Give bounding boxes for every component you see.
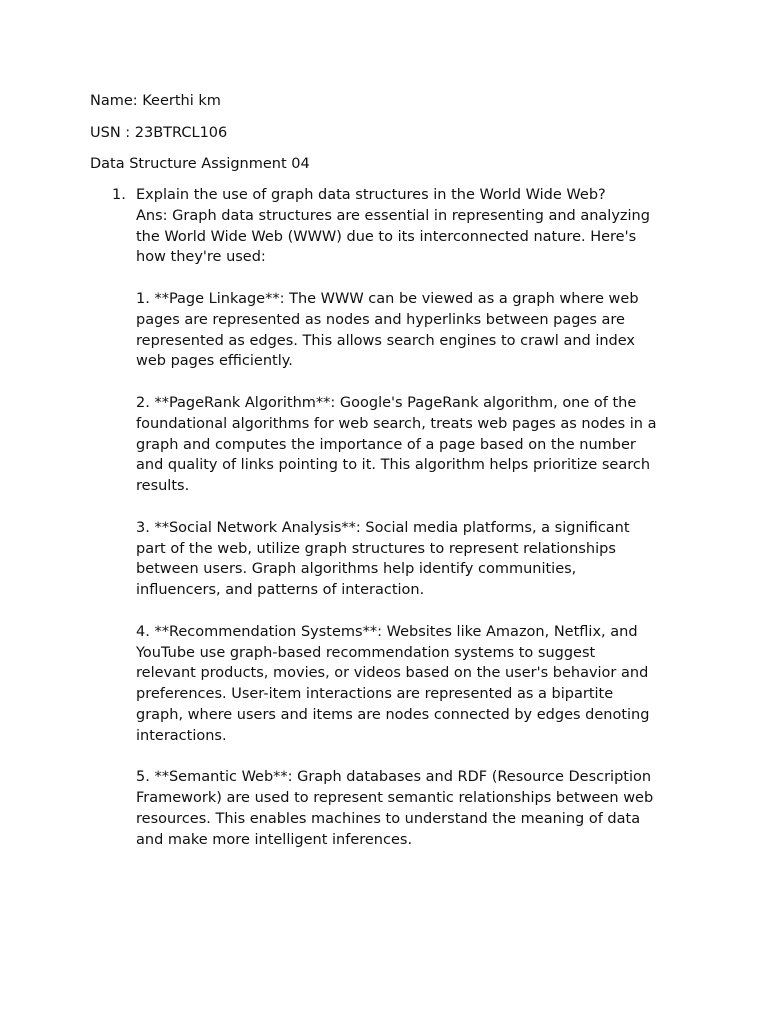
point-social-network: [136, 518, 684, 601]
answer-intro-line: Ans: Graph data structures are essential in representing and analyzing: [136, 207, 650, 224]
point-semantic-web: [136, 767, 684, 850]
point-line: 3. **Social Network Analysis**: Social media platforms, a significant: [136, 519, 630, 536]
point-line: web pages efficiently.: [136, 353, 293, 370]
student-name: Name: Keerthi km: [90, 93, 221, 109]
point-line: part of the web, utilize graph structures to represent relationships: [136, 540, 616, 557]
answer-intro: [136, 206, 684, 268]
point-line: Framework) are used to represent semantic relationships between web: [136, 790, 654, 807]
point-page-linkage: [136, 289, 684, 372]
point-line: foundational algorithms for web search, treats web pages as nodes in a: [136, 415, 657, 432]
point-line: resources. This enables machines to understand the meaning of data: [136, 810, 641, 827]
point-line: represented as edges. This allows search engines to crawl and index: [136, 332, 635, 349]
point-line: and make more intelligent inferences.: [136, 831, 413, 848]
point-line: between users. Graph algorithms help identify communities,: [136, 561, 577, 578]
point-line: YouTube use graph-based recommendation systems to suggest: [136, 644, 596, 661]
answer-intro-line: how they're used:: [136, 249, 266, 266]
point-line: 1. **Page Linkage**: The WWW can be viewed as a graph where web: [136, 290, 639, 307]
point-line: graph and computes the importance of a page based on the number: [136, 436, 636, 453]
point-line: preferences. User-item interactions are represented as a bipartite: [136, 686, 614, 703]
student-usn: USN : 23BTRCL106: [90, 125, 228, 141]
point-line: graph, where users and items are nodes connected by edges denoting: [136, 706, 650, 723]
point-line: interactions.: [136, 727, 227, 744]
point-line: 4. **Recommendation Systems**: Websites like Amazon, Netflix, and: [136, 623, 638, 640]
question-text: Explain the use of graph data structures in the World Wide Web?: [136, 187, 606, 203]
point-line: 5. **Semantic Web**: Graph databases and RDF (Resource Description: [136, 769, 652, 786]
point-line: and quality of links pointing to it. This algorithm helps prioritize search: [136, 457, 651, 474]
answer-intro-line: the World Wide Web (WWW) due to its interconnected nature. Here's: [136, 228, 637, 245]
point-line: pages are represented as nodes and hyperlinks between pages are: [136, 311, 625, 328]
point-line: influencers, and patterns of interaction.: [136, 582, 425, 599]
question-number: 1.: [112, 187, 126, 203]
point-line: relevant products, movies, or videos based on the user's behavior and: [136, 665, 649, 682]
assignment-title: Data Structure Assignment 04: [90, 156, 310, 172]
question-answer-body: [136, 185, 684, 851]
point-line: results.: [136, 478, 190, 495]
point-recommendation: [136, 622, 684, 747]
point-pagerank: [136, 393, 684, 497]
point-line: 2. **PageRank Algorithm**: Google's PageRank algorithm, one of the: [136, 394, 637, 411]
